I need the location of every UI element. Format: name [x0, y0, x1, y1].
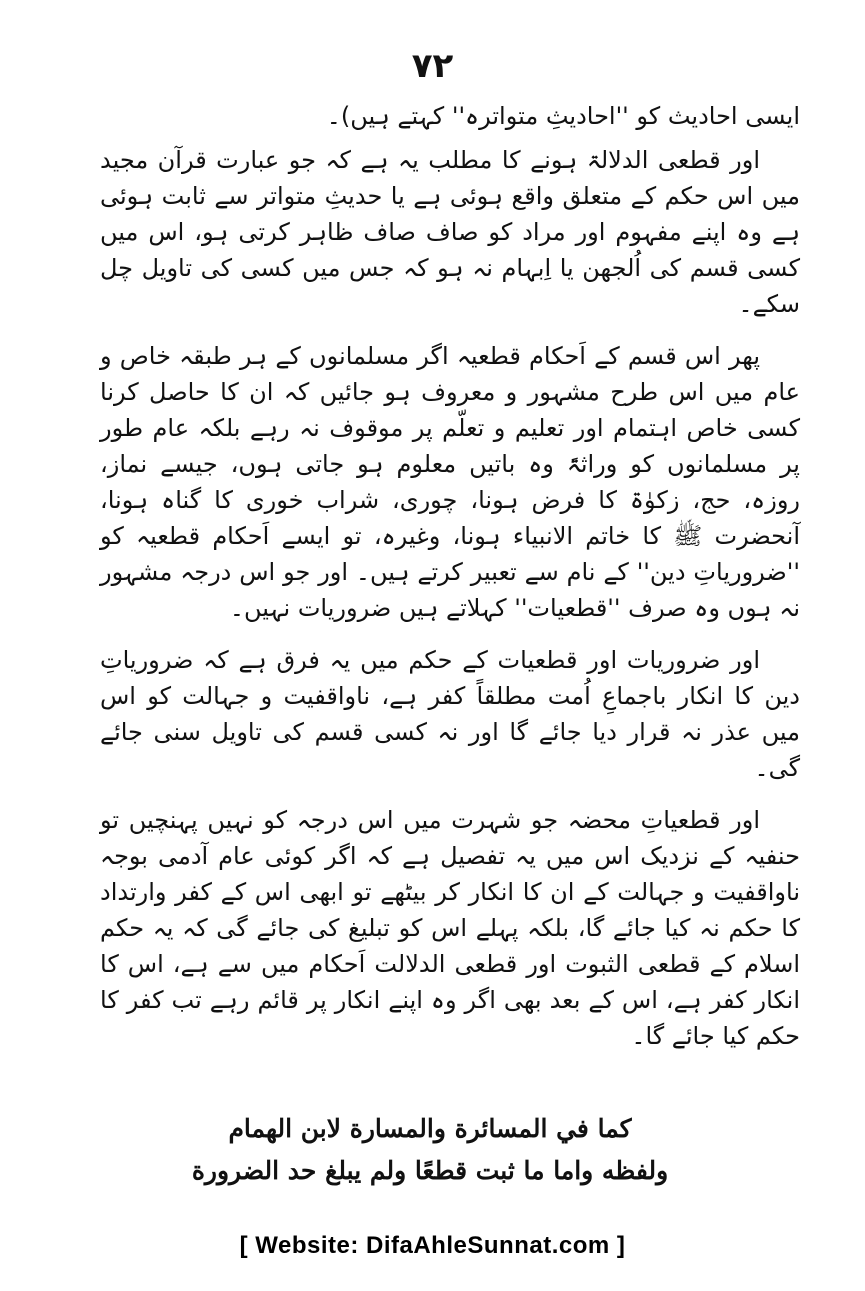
page-number: ۷۲ [411, 46, 454, 86]
paragraph-5: اور قطعیاتِ محضہ جو شہرت میں اس درجہ کو نہیں پہنچیں تو حنفیہ کے نزدیک اس میں یہ تفصیل ہے کہ اگر کوئی عام آدمی بوجہ ناواقفیت و جہالت کے ان کا انکار کر بیٹھے تو ابھی اس کے کفر وارتداد کا حکم نہ کیا جائے گا، بلکہ پہلے اس کو تبلیغ کی جائے گی کہ یہ حکم اسلام کے قطعی الثبوت اور قطعی الدلالت اَحکام میں سے ہے، اس کا انکار کفر ہے، اس کے بعد بھی اگر وہ اپنے انکار پر قائم رہے تب کفر کا حکم کیا جائے گا۔ [100, 806, 800, 1050]
website-footer: [ Website: DifaAhleSunnat.com ] [239, 1232, 626, 1259]
paragraph-3: پھر اس قسم کے اَحکام قطعیہ اگر مسلمانوں کے ہر طبقہ خاص و عام میں اس طرح مشہور و معروف ہو جائیں کہ ان کا حاصل کرنا کسی خاص اہتمام اور تعلیم و تعلّم پر موقوف نہ رہے بلکہ عام طور پر مسلمانوں کو وراثۃً وہ باتیں معلوم ہو جاتی ہوں، جیسے نماز، روزہ، حج، زکوٰۃ کا فرض ہونا، چوری، شراب خوری کا گناہ ہونا، آنحضرت ﷺ کا خاتم الانبیاء ہونا، وغیرہ، تو ایسے اَحکام قطعیہ کو ''ضروریاتِ دین'' کے نام سے تعبیر کرتے ہیں۔ اور جو اس درجہ مشہور نہ ہوں وہ صرف ''قطعیات'' کہلاتے ہیں ضروریات نہیں۔ [100, 342, 800, 622]
paragraph-4: اور ضروریات اور قطعیات کے حکم میں یہ فرق ہے کہ ضروریاتِ دین کا انکار باجماعِ اُمت مطلقاً کفر ہے، ناواقفیت و جہالت کو اس میں عذر نہ قرار دیا جائے گا اور نہ کسی قسم کی تاویل سنی جائے گی۔ [100, 646, 800, 782]
arabic-quote-line-1: كما في المسائرة والمسارة لابن الهمام [228, 1114, 632, 1143]
paragraph-1: ایسی احادیث کو ''احادیثِ متواترہ'' کہتے ہیں)۔ [326, 102, 800, 130]
arabic-quote-line-2: ولفظه واما ما ثبت قطعًا ولم يبلغ حد الضرورة [191, 1156, 669, 1185]
body-text [100, 98, 800, 1070]
paragraph-2: اور قطعی الدلالۃ ہونے کا مطلب یہ ہے کہ جو عبارت قرآن مجید میں اس حکم کے متعلق واقع ہوئی ہے یا حدیثِ متواتر سے ثابت ہوئی ہے وہ اپنے مفہوم اور مراد کو صاف صاف ظاہر کرتی ہو، اس میں کسی قسم کی اُلجھن یا اِبہام نہ ہو کہ جس میں کسی کی تاویل چل سکے۔ [100, 146, 800, 318]
